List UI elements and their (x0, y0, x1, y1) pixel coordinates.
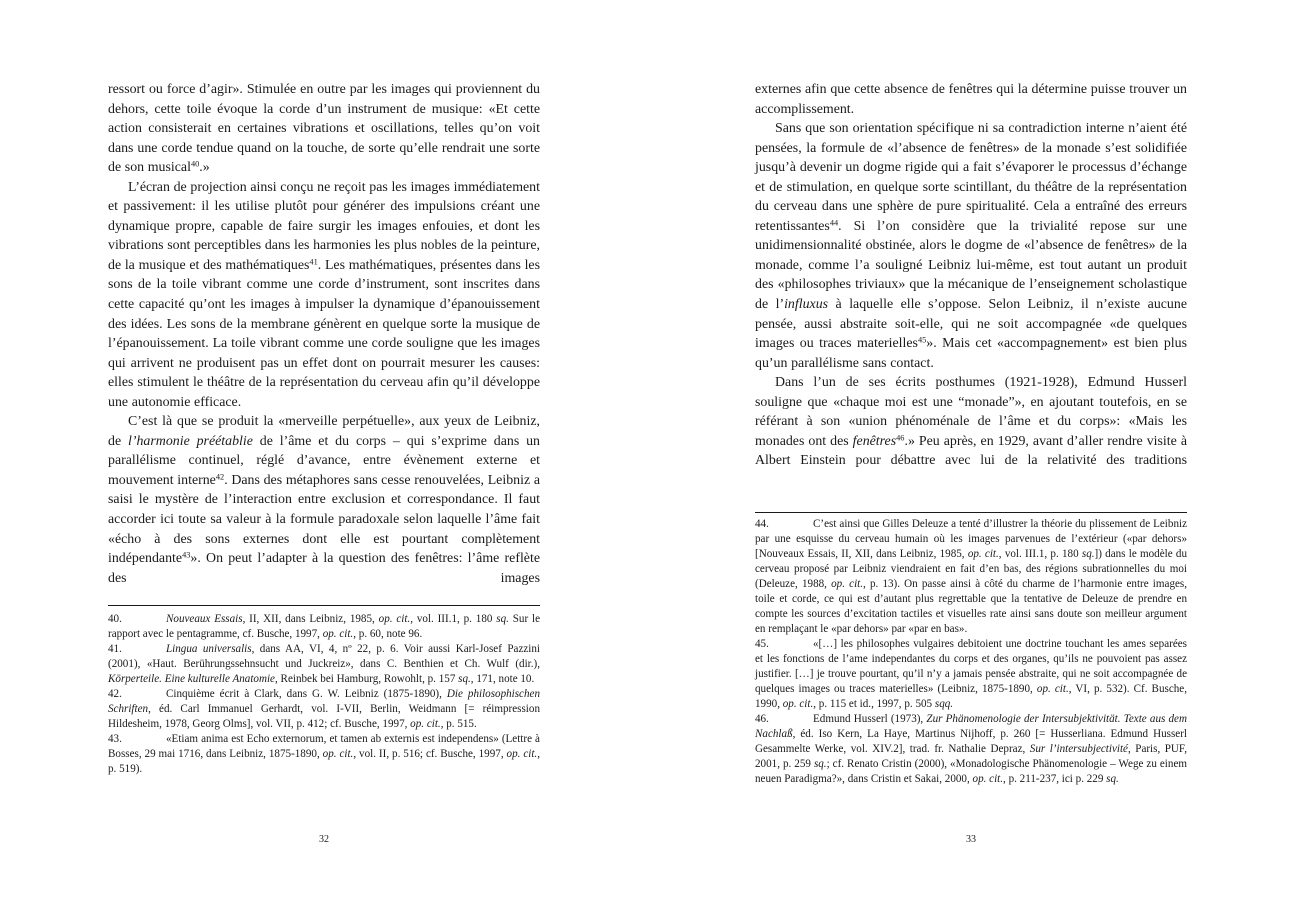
footnote-rule (108, 605, 540, 606)
footnote: 45. «[…] les philosophes vulgaires debitoient une doctrine touchant les ames separées et les fonctions de l’ame independantes du corps et des organes, qu’ils ne pouvoient pas assez justifier. […] je trouve pourtant, qu’il n’y a jamais pensée abstraite, qui ne soit accompagnée de quelques images ou traces materielles» (Leibniz, 1875-1890, op. cit., VI, p. 532). Cf. Busche, 1990, op. cit., p. 115 et id., 1997, p. 505 sqq. (755, 638, 1187, 710)
footnote: 43. «Etiam anima est Echo externorum, et tamen ab externis est independens» (Lettre à Bosses, 29 mai 1716, dans Leibniz, 1875-1890, op. cit., vol. II, p. 516; cf. Busche, 1997, op. cit., p. 519). (108, 733, 540, 775)
paragraph: L’écran de projection ainsi conçu ne reçoit pas les images immédiatement et passivement: il les utilise plutôt pour générer des impulsions créant une dynamique propre, capable de faire surgir les images enfouies, et dont les vibrations sont perceptibles dans les harmonies les plus nobles de la peinture, de la musique et des mathématiques$^{41}$. Les mathématiques, présentes dans les sons de la toile vibrant comme une corde d’instrument, sont inscrites dans cette capacité qu’ont les images à impulser la dynamique d’épanouissement des idées. Les sons de la membrane génèrent en quelque sorte la musique de l’épanouissement. La toile vibrant comme une corde souligne que les images qui arrivent ne produisent pas un effet dont on pourrait mesurer les causes: elles stimulent le théâtre de la représentation du cerveau afin qu’il développe une autonomie efficace. (108, 179, 540, 410)
footnote: 40. Nouveaux Essais, II, XII, dans Leibniz, 1985, op. cit., vol. III.1, p. 180 sq. Sur le rapport avec le pentagramme, cf. Busche, 1997, op. cit., p. 60, note 96. (108, 613, 540, 640)
footnote-ref: 44 (829, 218, 839, 228)
right-body-text (755, 80, 1187, 471)
footnote-ref: 45 (917, 335, 927, 345)
page-number: 33 (966, 834, 976, 845)
footnote-ref: 40 (190, 159, 200, 169)
left-footnotes (108, 612, 540, 777)
footnote-ref: 42 (215, 472, 225, 482)
right-footnotes (755, 517, 1187, 787)
footnote: 42. Cinquième écrit à Clark, dans G. W. Leibniz (1875-1890), Die philosophischen Schriften, éd. Carl Immanuel Gerhardt, vol. I-VII, Berlin, Weidmann [= réimpression Hildesheim, 1978, Georg Olms], vol. VII, p. 412; cf. Busche, 1997, op. cit., p. 515. (108, 688, 540, 730)
footnote: 41. Lingua universalis, dans AA, VI, 4, nº 22, p. 6. Voir aussi Karl-Josef Pazzini (2001), «Haut. Berührungssehnsucht und Juckreiz», dans C. Benthien et Ch. Wulf (dir.), Körperteile. Eine kulturelle Anatomie, Reinbek bei Hamburg, Rowohlt, p. 157 sq., 171, note 10. (108, 643, 540, 685)
footnote: 44. C’est ainsi que Gilles Deleuze a tenté d’illustrer la théorie du plissement de Leibniz par une esquisse du cerveau humain où les images parvenues de l’extérieur («par dehors» [Nouveaux Essais, II, XII, dans Leibniz, 1985, op. cit., vol. III.1, p. 180 sq.]) dans le modèle du cerveau proposé par Leibniz viendraient en fait d’en bas, des régions subrationnelles du moi (Deleuze, 1988, op. cit., p. 13). On passe ainsi à côté du charme de l’harmonie entre images, toile et corde, ce qui est d’autant plus regrettable que la tentative de Deleuze de prendre en compte les sources d’excitation tactiles et visuelles rate ainsi sans doute son meilleur argument en remplaçant le «par dehors» par «par en bas». (755, 518, 1188, 635)
paragraph: Sans que son orientation spécifique ni sa contradiction interne n’aient été pensées, la formule de «l’absence de fenêtres» de la monade s’est solidifiée jusqu’à devenir un dogme rigide qui a fait s’évaporer le processus d’échange et de stimulation, en quelque sorte scintillant, du théâtre de la représentation du cerveau dans une sphère de pure spiritualité. Cela a entraîné des erreurs retentissantes$^{44}$. Si l’on considère que la trivialité repose sur une unidimensionnalité obstinée, alors le dogme de «l’absence de fenêtres» de la monade, comme l’a souligné Leibniz lui-même, est tout autant un produit des «philosophes triviaux» que la mécanique de l’enseignement scholastique de l’influxus à laquelle elle s’oppose. Selon Leibniz, il n’existe aucune pensée, aussi abstraite soit-elle, qui ne soit accompagnée «de quelques images ou traces materielles$^{45}$». Mais cet «accompagnement» est bien plus qu’un parallélisme sans contact. (755, 121, 1187, 371)
left-body-text (108, 80, 540, 588)
footnote-ref: 43 (182, 550, 191, 560)
footnote-ref: 41 (309, 257, 318, 267)
paragraph: Dans l’un de ses écrits posthumes (1921-1928), Edmund Husserl souligne que «chaque moi est une “monade”», en ajoutant toutefois, en se référant à son «union phénoménale de l’âme et du corps»: «Mais les monades ont des fenêtres$^{46}$.» Peu après, en 1929, avant d’aller rendre visite à Albert Einstein pour débattre avec lui de la relativité des traditions (755, 375, 1187, 469)
page-number: 32 (319, 834, 329, 845)
footnote-ref: 46 (896, 433, 905, 443)
paragraph: externes afin que cette absence de fenêtres qui la détermine puisse trouver un accomplissement. (755, 82, 1187, 117)
footnote: 46. Edmund Husserl (1973), Zur Phänomenologie der Intersubjektivität. Texte aus dem Nachlaß, éd. Iso Kern, La Haye, Martinus Nijhoff, p. 260 [= Husserliana. Edmund Husserl Gesammelte Werke, vol. XIV.2], trad. fr. Nathalie Depraz, Sur l’intersubjectivité, Paris, PUF, 2001, p. 259 sq.; cf. Renato Cristin (2000), «Monadologische Phänomenologie – Wege zu einem neuen Paradigma?», dans Cristin et Sakai, 2000, op. cit., p. 211-237, ici p. 229 sq. (755, 713, 1187, 785)
paragraph: ressort ou force d’agir». Stimulée en outre par les images qui proviennent du dehors, cette toile évoque la corde d’un instrument de musique: «Et cette action consisterait en certaines vibrations et oscillations, telles qu’on voit dans une corde tendue quand on la touche, de sorte qu’elle rendrait une sorte de son musical$^{40}$.» (108, 82, 540, 176)
left-page (108, 0, 540, 904)
paragraph: C’est là que se produit la «merveille perpétuelle», aux yeux de Leibniz, de l’harmonie préétablie de l’âme et du corps – qui s’exprime dans un parallélisme continuel, réglé d’avance, entre évènement externe et mouvement interne$^{42}$. Dans des métaphores sans cesse renouvelées, Leibniz a saisi le mystère de l’interaction entre exclusion et correspondance. Il faut accorder ici toute sa valeur à la formule paradoxale selon laquelle l’âme fait «écho à des sons externes dont elle est pourtant complètement indépendante$^{43}$». On peut l’adapter à la question des fenêtres: l’âme reflète des images (108, 414, 540, 586)
footnote-rule (755, 512, 1187, 513)
right-page (755, 0, 1187, 904)
